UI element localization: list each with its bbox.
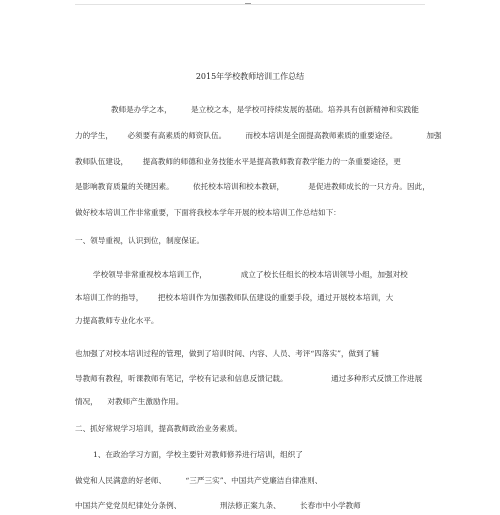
body-line: 力的学生， 必须要有高素质的师资队伍。 而校本培训是全面提高教师素质的重要途径。 加强	[75, 131, 442, 140]
header-mark	[245, 3, 251, 4]
header-rule	[75, 4, 425, 5]
body-line: 是影响教育质量的关键因素。 依托校本培训和校本教研， 是促进教师成长的一只方舟。因此，	[75, 182, 430, 191]
body-line: 中国共产党党员纪律处分条例、 刑法修正案九条、 长春市中小学教师	[75, 501, 361, 510]
section-heading: 一、领导重视，认识到位，制度保证。	[75, 236, 205, 245]
document-title: 2015年学校教师培训工作总结	[195, 72, 305, 81]
body-line: 1、在政治学习方面，学校主要针对教师修养进行培训，组织了	[93, 450, 303, 459]
body-line: 教师队伍建设， 提高教师的师德和业务技能水平是提高教师教育教学能力的一条重要途径，更	[75, 157, 401, 166]
section-heading: 二、抓好常规学习培训，提高教师政治业务素质。	[75, 424, 243, 433]
body-line: 做党和人民满意的好老师、 “三严三实”、中国共产党廉洁自律准则、	[75, 476, 323, 485]
body-line: 学校领导非常重视校本培训工作， 成立了校长任组长的校本培训领导小组，加强对校	[93, 270, 408, 279]
body-line: 本培训工作的指导， 把校本培训作为加强教师队伍建设的重要手段，通过开展校本培训，大	[75, 293, 394, 302]
body-line: 也加强了对校本培训过程的管理，做到了培训时间、内容、人员、考评“四落实”，做到了辅	[75, 349, 379, 358]
body-line: 教师是办学之本， 是立校之本，是学校可持续发展的基础。培养具有创新精神和实践能	[111, 105, 419, 114]
body-line: 情况， 对教师产生激励作用。	[75, 397, 184, 406]
body-line: 做好校本培训工作非常重要，下面将我校本学年开展的校本培训工作总结如下：	[75, 208, 341, 217]
body-line: 导教师有教程，听课教师有笔记，学校有记录和信息反馈记载。 通过多种形式反馈工作进展	[75, 374, 423, 383]
body-line: 力提高教师专业化水平。	[75, 316, 159, 325]
